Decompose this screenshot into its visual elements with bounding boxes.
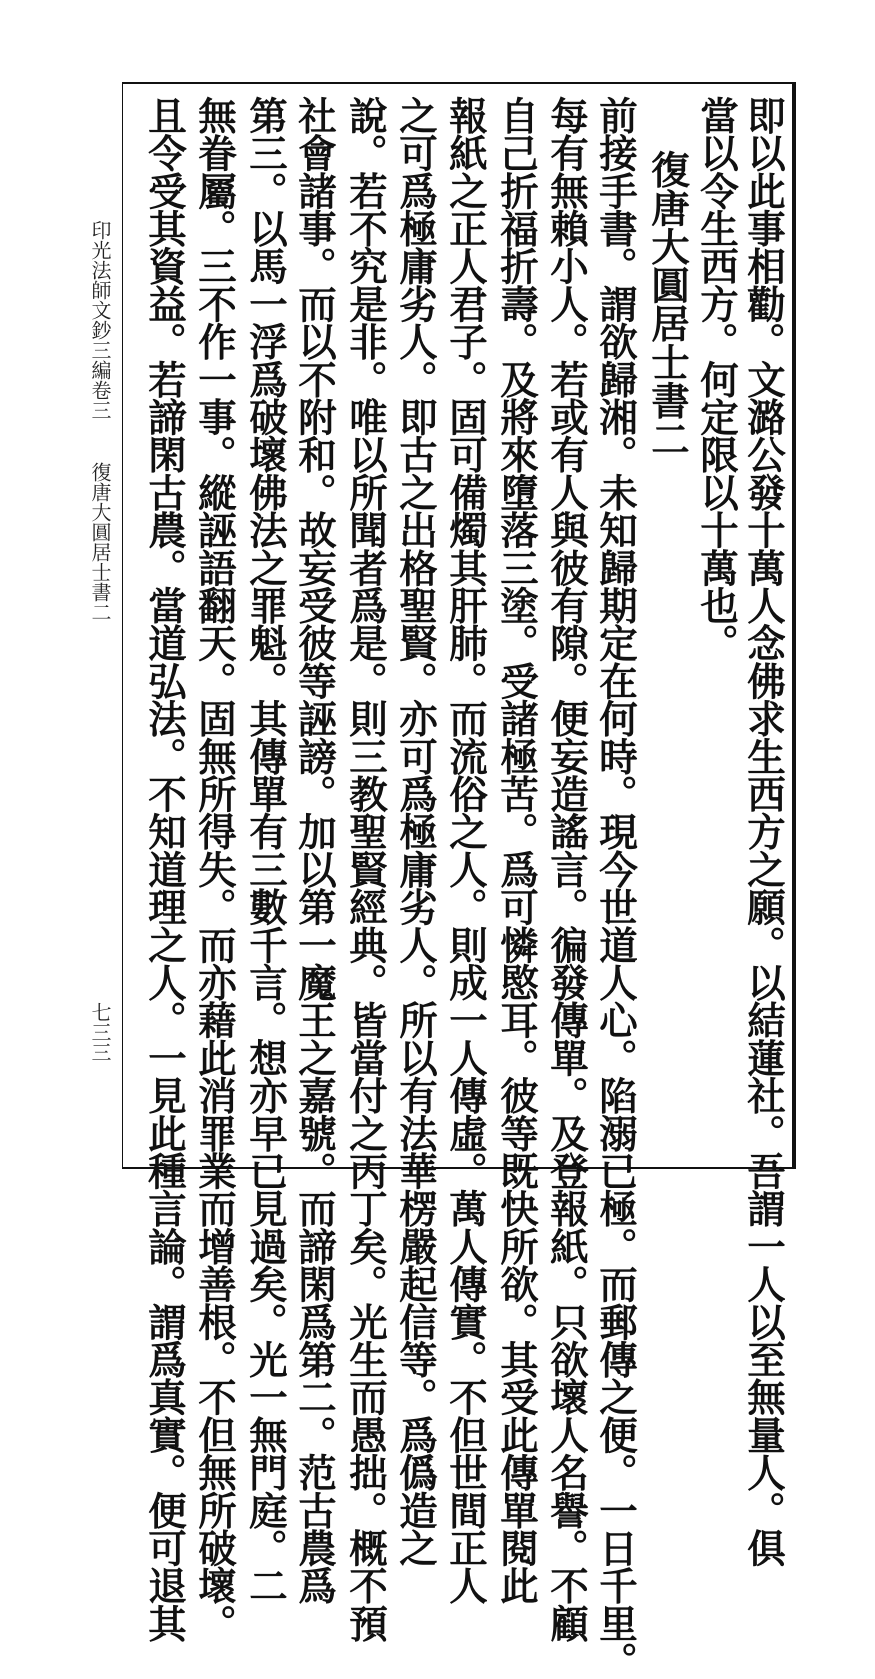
text-column-5: 每有無賴小人。若或有人與彼有隙。便妄造謠言。徧發傳單。及登報紙。只欲壞人名譽。不顧 xyxy=(544,96,589,1642)
text-column-13: 且令受其資益。若諦閑古農。當道弘法。不知道理之人。一見此種言論。謂爲真實。便可退其 xyxy=(142,96,187,1642)
text-column-11: 第三。以馬一浮爲破壞佛法之罪魁。其傳單有三數千言。想亦早已見過矣。光一無門庭。二 xyxy=(243,96,288,1605)
text-column-2: 當以令生西方。何定限以十萬也。 xyxy=(694,96,739,662)
text-column-12: 無眷屬。三不作一事。縱誣語翻天。固無所得失。而亦藉此消罪業而增善根。不但無所破壞。 xyxy=(192,96,237,1642)
text-column-1: 即以此事相勸。文潞公發十萬人念佛求生西方之願。以結蓮社。吾謂一人以至無量人。俱 xyxy=(741,96,786,1567)
text-column-4: 前接手書。謂欲歸湘。未知歸期定在何時。現今世道人心。陷溺已極。而郵傳之便。一日千里。 xyxy=(593,96,638,1679)
page-number: 七三三 xyxy=(88,1002,112,1062)
text-column-6: 自己折福折壽。及將來墮落三塗。受諸極苦。爲可憐愍耳。彼等既快所欲。其受此傳單閱此 xyxy=(494,96,539,1605)
text-column-9: 說。若不究是非。唯以所聞者爲是。則三教聖賢經典。皆當付之丙丁矣。光生而愚拙。概不預 xyxy=(343,96,388,1642)
section-title: 復唐大圓居士書二 xyxy=(645,150,690,458)
running-head: 印光法師文鈔三編卷三 xyxy=(88,220,112,420)
section-title-gutter: 復唐大圓居士書二 xyxy=(88,462,112,622)
text-column-7: 報紙之正人君子。固可備燭其肝肺。而流俗之人。則成一人傳虛。萬人傳實。不但世間正人 xyxy=(443,96,488,1605)
text-column-8: 之可爲極庸劣人。即古之出格聖賢。亦可爲極庸劣人。所以有法華楞嚴起信等。爲僞造之 xyxy=(393,96,438,1567)
text-column-10: 社會諸事。而以不附和。故妄受彼等誣謗。加以第一魔王之嘉號。而諦閑爲第二。范古農爲 xyxy=(292,96,337,1605)
